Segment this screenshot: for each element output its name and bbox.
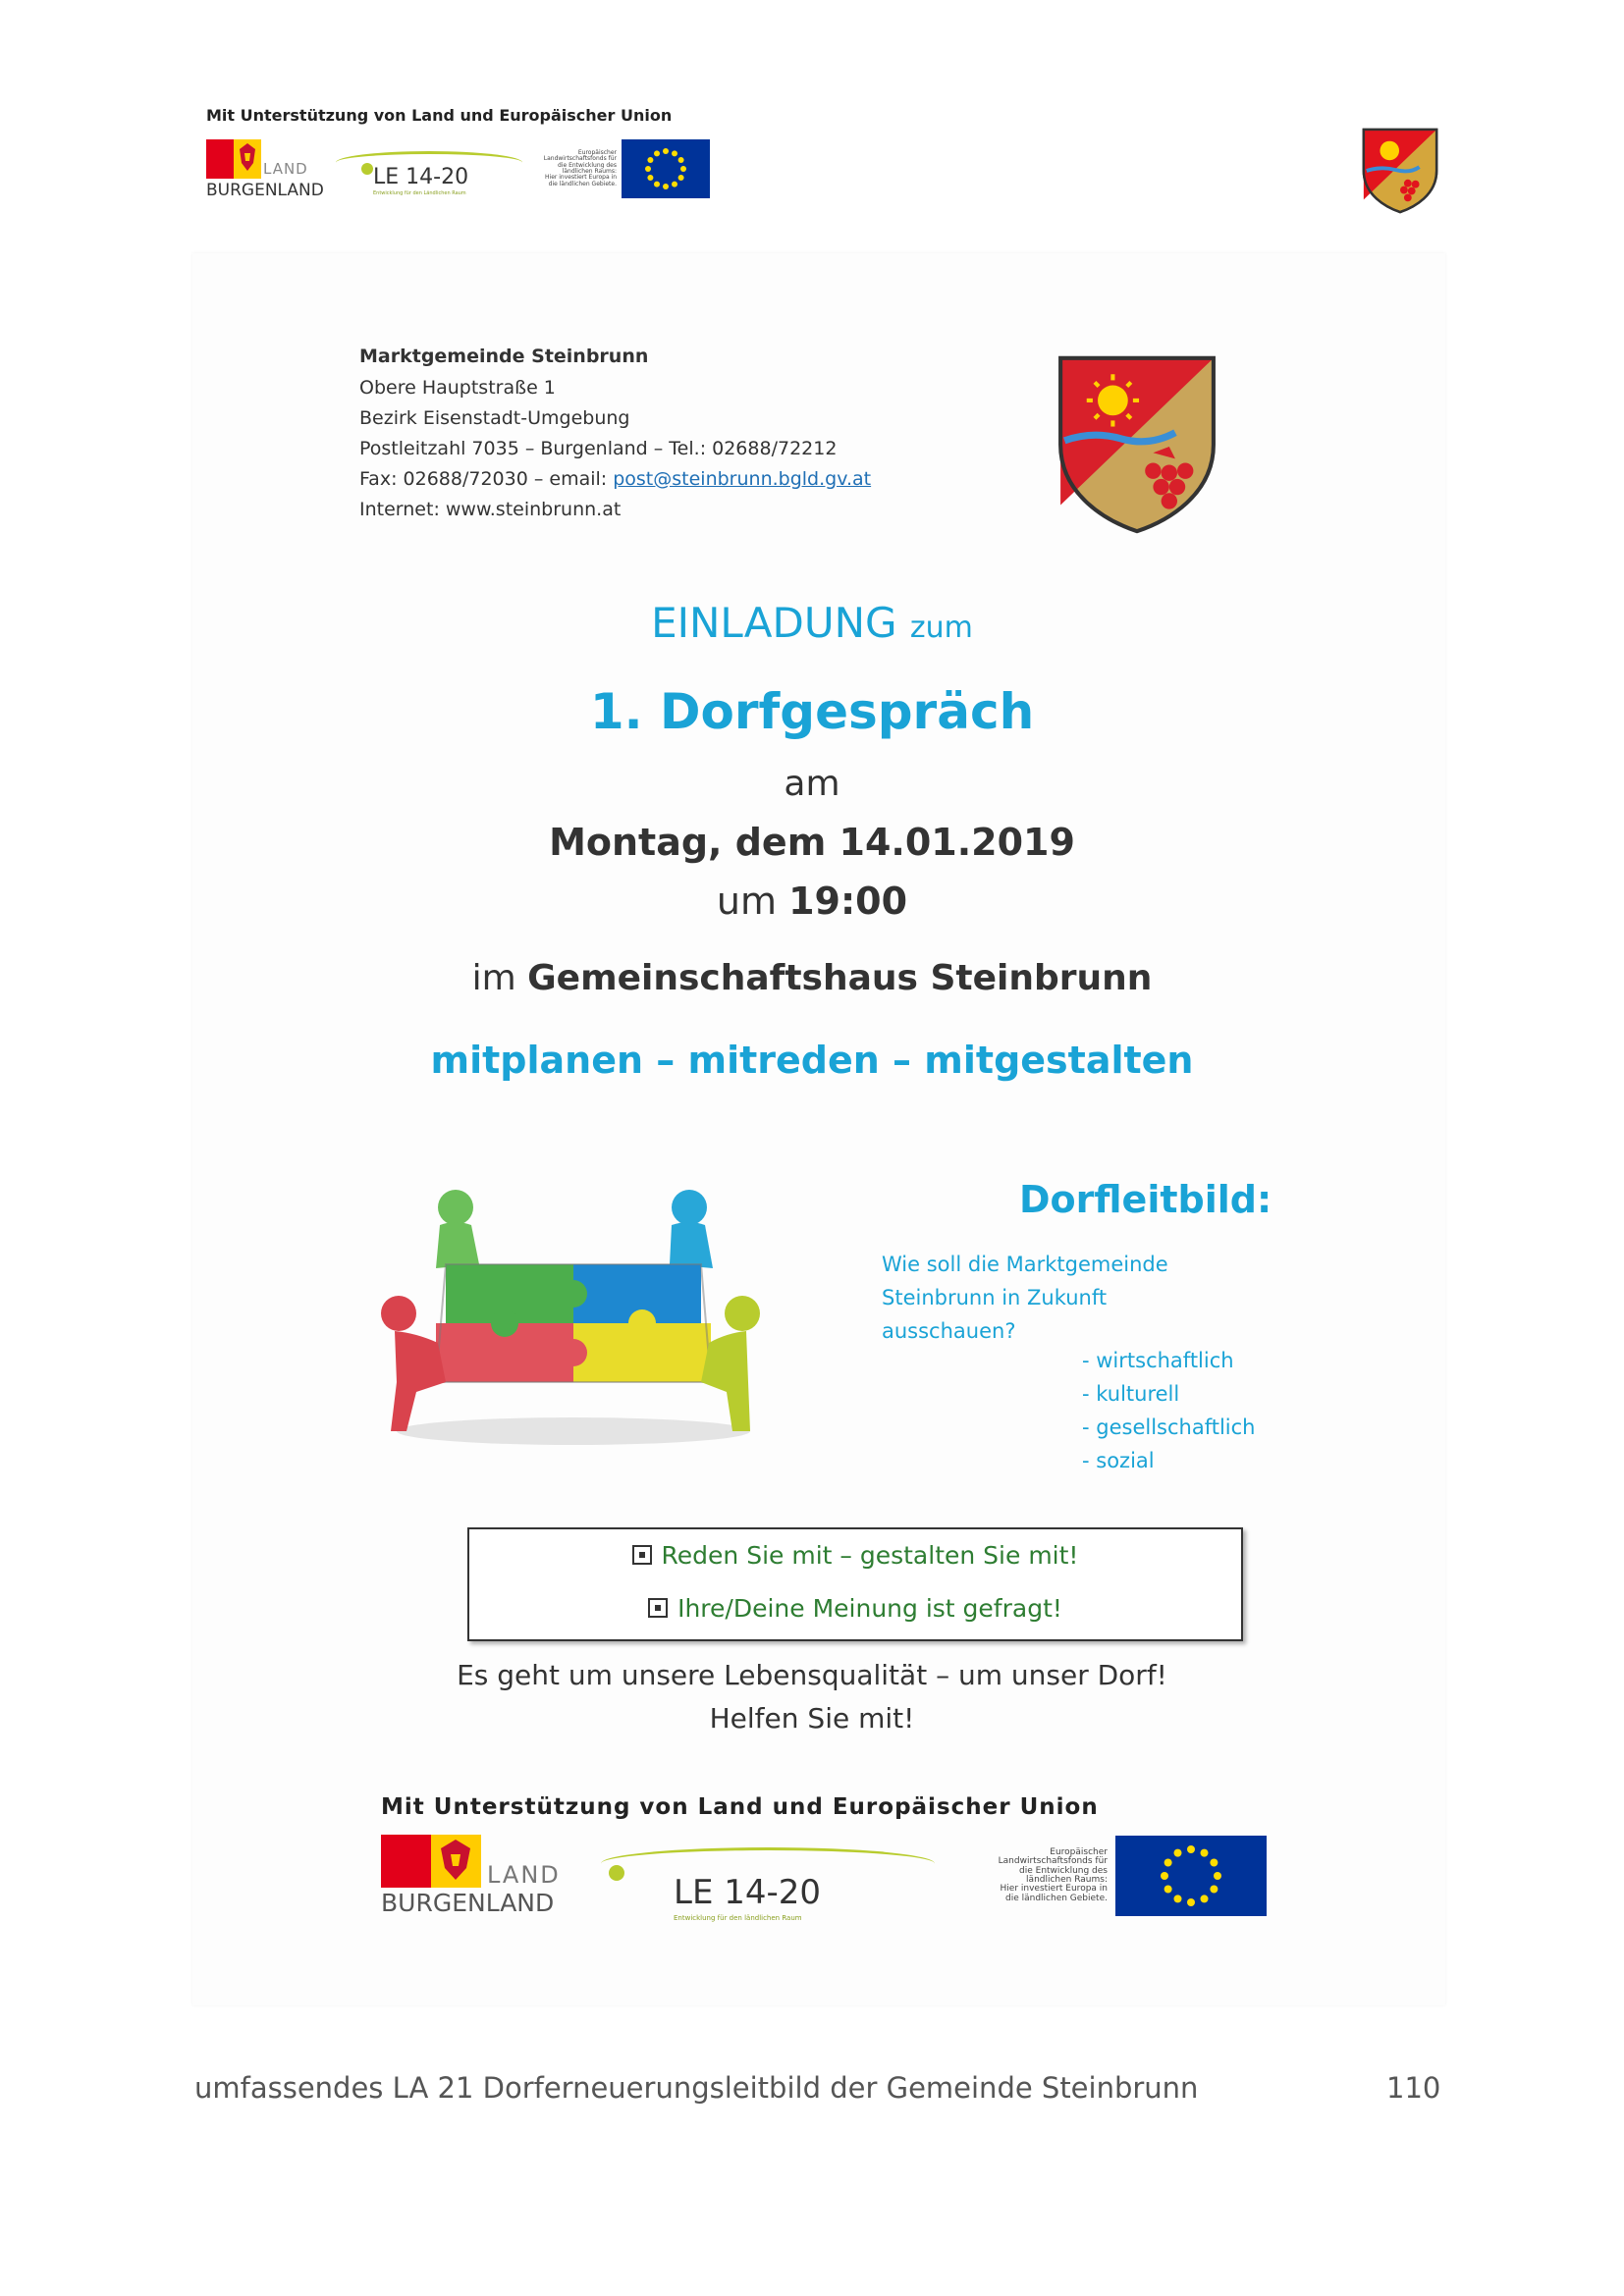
eu-star <box>654 182 660 187</box>
leitbild-item: - kulturell <box>1082 1382 1180 1406</box>
coat-of-arms-large-icon <box>1056 349 1218 544</box>
eu-star <box>1187 1845 1195 1853</box>
eu-star <box>1201 1895 1209 1902</box>
address-name: Marktgemeinde Steinbrunn <box>359 346 649 367</box>
eu-star <box>680 166 686 172</box>
eagle-icon <box>431 1835 481 1888</box>
event-time: um 19:00 <box>716 880 908 923</box>
event-location: im Gemeinschaftshaus Steinbrunn <box>471 958 1153 998</box>
eu-star <box>645 166 651 172</box>
invitation-heading: EINLADUNG zum <box>651 599 973 647</box>
coat-of-arms-icon <box>1361 128 1439 218</box>
checkbox-icon <box>648 1598 668 1618</box>
burgenland-label: BURGENLAND <box>381 1889 555 1917</box>
land-burgenland-logo-footer <box>381 1834 561 1889</box>
leitbild-question-line: Wie soll die Marktgemeinde <box>882 1253 1168 1276</box>
slogan: mitplanen – mitreden – mitgestalten <box>430 1039 1194 1082</box>
cta-line: Ihre/Deine Meinung ist gefragt! <box>469 1594 1241 1623</box>
cta-line: Reden Sie mit – gestalten Sie mit! <box>469 1541 1241 1570</box>
eu-star <box>672 150 677 156</box>
checkbox-icon <box>632 1545 652 1565</box>
eu-star <box>1187 1898 1195 1906</box>
le-logo: LE 14-20 Entwicklung für den Ländlichen Raum <box>332 149 524 198</box>
email-link[interactable]: post@steinbrunn.bgld.gv.at <box>613 468 872 490</box>
eagle-icon <box>234 139 261 179</box>
land-label: LAND <box>487 1861 561 1889</box>
eu-star <box>1214 1872 1221 1880</box>
eu-star <box>672 182 677 187</box>
burgenland-label: BURGENLAND <box>206 181 324 200</box>
closing-line: Helfen Sie mit! <box>709 1702 915 1735</box>
leitbild-title: Dorfleitbild: <box>1019 1178 1272 1221</box>
eu-star <box>1210 1859 1218 1867</box>
eu-star <box>1174 1849 1182 1857</box>
closing-line: Es geht um unsere Lebensqualität – um unser Dorf! <box>457 1659 1167 1691</box>
leitbild-question-line: Steinbrunn in Zukunft <box>882 1286 1108 1309</box>
leitbild-question-line: ausschauen? <box>882 1319 1016 1343</box>
leitbild-item: - wirtschaftlich <box>1082 1349 1234 1372</box>
leitbild-item: - sozial <box>1082 1449 1155 1472</box>
le-logo-footer: LE 14-20 Entwicklung für den ländlichen Raum <box>601 1843 939 1926</box>
eu-star <box>647 157 653 163</box>
header-support-text: Mit Unterstützung von Land und Europäischer Union <box>206 106 673 125</box>
event-date: Montag, dem 14.01.2019 <box>549 821 1075 864</box>
land-burgenland-logo <box>206 139 308 179</box>
eu-star <box>1164 1886 1172 1894</box>
address-district: Bezirk Eisenstadt-Umgebung <box>359 407 630 429</box>
address-internet: Internet: www.steinbrunn.at <box>359 499 622 520</box>
puzzle-people-illustration <box>377 1186 770 1455</box>
address-street: Obere Hauptstraße 1 <box>359 377 556 399</box>
eu-star <box>654 150 660 156</box>
page-number: 110 <box>1386 2071 1441 2105</box>
eu-star <box>663 184 669 189</box>
leitbild-item: - gesellschaftlich <box>1082 1415 1256 1439</box>
call-to-action-box <box>467 1527 1243 1641</box>
eu-logo: Europäischer Landwirtschaftsfonds für die Entwicklung des ländlichen Raums: Hier investiert Europa in die ländlichen Gebiete. <box>532 139 710 198</box>
address-fax-email: Fax: 02688/72030 – email: post@steinbrunn.bgld.gv.at <box>359 468 872 490</box>
eu-star <box>1210 1886 1218 1894</box>
eu-star <box>1161 1872 1168 1880</box>
land-label: LAND <box>263 160 308 178</box>
page-footer-text: umfassendes LA 21 Dorferneuerungsleitbild der Gemeinde Steinbrunn <box>194 2071 1199 2105</box>
am-label: am <box>784 764 840 804</box>
eu-flag-icon <box>622 139 710 198</box>
eu-star <box>678 175 684 181</box>
address-postal-phone: Postleitzahl 7035 – Burgenland – Tel.: 02688/72212 <box>359 438 838 459</box>
eu-star <box>647 175 653 181</box>
eu-star <box>663 148 669 154</box>
event-title: 1. Dorfgespräch <box>589 683 1035 740</box>
eu-star <box>1174 1895 1182 1902</box>
eu-star <box>1164 1859 1172 1867</box>
eu-star <box>678 157 684 163</box>
footer-support-text: Mit Unterstützung von Land und Europäischer Union <box>381 1794 1099 1820</box>
eu-star <box>1201 1849 1209 1857</box>
eu-logo-footer: Europäischer Landwirtschaftsfonds für die Entwicklung des ländlichen Raums: Hier investiert Europa in die ländlichen Gebiete. <box>950 1836 1267 1916</box>
eu-flag-icon <box>1115 1836 1267 1916</box>
